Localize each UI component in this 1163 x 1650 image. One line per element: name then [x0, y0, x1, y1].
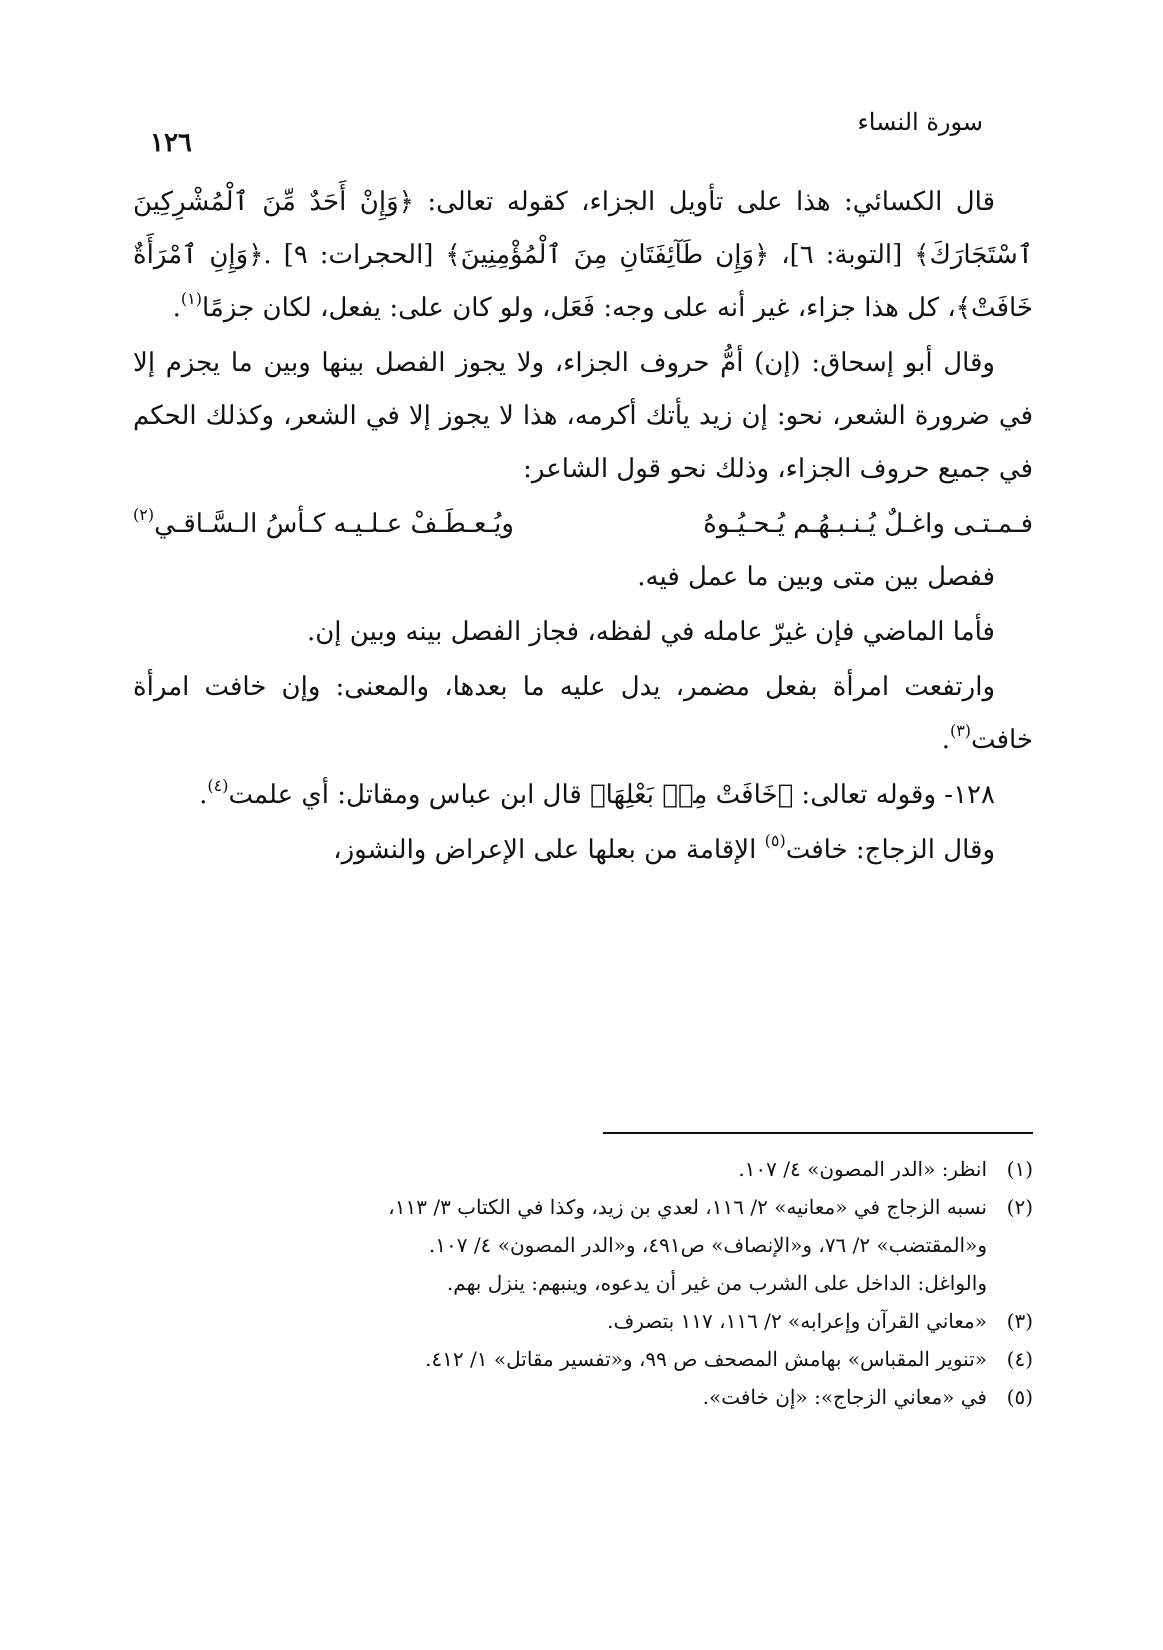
footnote-2: [133, 1188, 1033, 1226]
line: قول الشاعر:: [523, 454, 662, 484]
footnote-text: نسبه الزجاج في «معانيه» ٢/ ١١٦، لعدي بن زيد، وكذا في الكتاب ٣/ ١١٣،: [388, 1195, 987, 1219]
line: الإقامة من بعلها على الإعراض والنشوز،: [333, 835, 765, 865]
page-header: [150, 100, 1013, 160]
main-text: [133, 176, 1033, 879]
footnote-text: في «معاني الزجاج»: «إن خافت».: [702, 1385, 987, 1409]
footnote-text: «معاني القرآن وإعرابه» ٢/ ١١٦، ١١٧ بتصرف.: [607, 1309, 987, 1333]
paragraph-kisai: [133, 176, 1033, 335]
period: .: [941, 725, 950, 755]
paragraph-irtafaat: [133, 661, 1033, 767]
footnotes: [133, 1150, 1033, 1416]
page-number: ١٢٦: [150, 128, 192, 158]
line: قال الكسائي: هذا على تأويل الجزاء، كقوله تعالى: ﴿وَإِنْ أَحَدٌ مِّنَ: [262, 187, 996, 217]
footnote-text: انظر: «الدر المصون» ٤/ ١٠٧.: [738, 1157, 987, 1181]
footnote-separator: [603, 1132, 1033, 1134]
line: وارتفعت امرأة بفعل مضمر، يدل عليه ما بعدها، والمعنى: وإن: [281, 672, 996, 702]
sura-title: سورة النساء: [857, 108, 983, 136]
footnote-ref-2[interactable]: (٢): [133, 505, 155, 524]
line: خافت امرأة خافت: [133, 672, 1033, 755]
footnote-5: [133, 1378, 1033, 1416]
line: ١٢٨- وقوله تعالى: ﴿خَافَتْ مِنۢ بَعْلِهَا﴾ قال ابن عباس ومقاتل: أي: [301, 780, 995, 810]
period: .: [199, 780, 208, 810]
verse-first-hemistich: فـمـتـى واغـلٌ يُـنـبـهُـم يُـحـيُـوهُ: [703, 509, 1033, 539]
footnote-2-continued: و«المقتضب» ٢/ ٧٦، و«الإنصاف» ص٤٩١، و«الدر المصون» ٤/ ١٠٧.: [428, 1233, 987, 1257]
paragraph-madi: فأما الماضي فإن غيرّ عامله في لفظه، فجاز الفصل بينه وبين إن.: [306, 617, 995, 647]
line: ٱلْمُشْرِكِينَ ٱسْتَجَارَكَ﴾ [التوبة: ٦]، ﴿وَإِن طَآئِفَتَانِ مِنَ ٱلْمُؤْمِنِينَ﴾ [الحجرات:: [133, 187, 1034, 270]
line: وقال أبو إسحاق: (إن) أمُّ حروف الجزاء، ولا يجوز الفصل بينها: [321, 348, 995, 378]
footnote-number: (٥): [1006, 1385, 1033, 1409]
line: على: يفعل، لكان جزمًا: [202, 293, 444, 323]
paragraph-abu-ishaq: [133, 337, 1033, 496]
period: .: [172, 293, 181, 323]
footnote-number: (٢): [1006, 1195, 1033, 1219]
line: علمت: [228, 780, 294, 810]
verse-second-hemistich: [133, 498, 514, 551]
verse-second-text: ويُـعـطَـفْ عـلـيـه كـأسُ الـسَّـاقـي: [154, 509, 514, 539]
footnote-number: (٤): [1006, 1347, 1033, 1371]
line: يجوز إلا في الشعر، وكذلك الحكم في جميع حروف الجزاء، وذلك نحو: [133, 401, 1033, 484]
footnote-4: [133, 1340, 1033, 1378]
footnote-1: [133, 1150, 1033, 1188]
footnote-3: [133, 1302, 1033, 1340]
footnote-text: «تنوير المقباس» بهامش المصحف ص ٩٩، و«تفسير مقاتل» ١/ ٤١٢.: [425, 1347, 987, 1371]
footnote-2-gloss: والواغل: الداخل على الشرب من غير أن يدعوه، وينبهم: ينزل بهم.: [446, 1271, 987, 1295]
footnote-ref-5[interactable]: (٥): [764, 831, 786, 850]
paragraph-zajjaj: [133, 824, 1033, 877]
line: وبين ما يجزم إلا في ضرورة الشعر، نحو: إن زيد يأتك أكرمه، هذا لا: [133, 348, 1033, 431]
line: وقال الزجاج: خافت: [785, 835, 995, 865]
footnote-number: (٣): [1006, 1309, 1033, 1333]
footnote-ref-3[interactable]: (٣): [949, 721, 972, 740]
footnote-ref-4[interactable]: (٤): [207, 776, 229, 795]
poetry-verse: [133, 498, 1033, 551]
paragraph-fasl: ففصل بين متى وبين ما عمل فيه.: [637, 562, 995, 592]
line: ٩] .﴿وَإِنِ ٱمْرَأَةٌ خَافَتْ﴾، كل هذا جزاء، غير أنه على وجه: فَعَل، ولو كان: [133, 240, 1033, 323]
footnote-ref-1[interactable]: (١): [180, 289, 202, 308]
paragraph-verse-128: [133, 769, 1033, 822]
footnote-number: (١): [1006, 1157, 1033, 1181]
